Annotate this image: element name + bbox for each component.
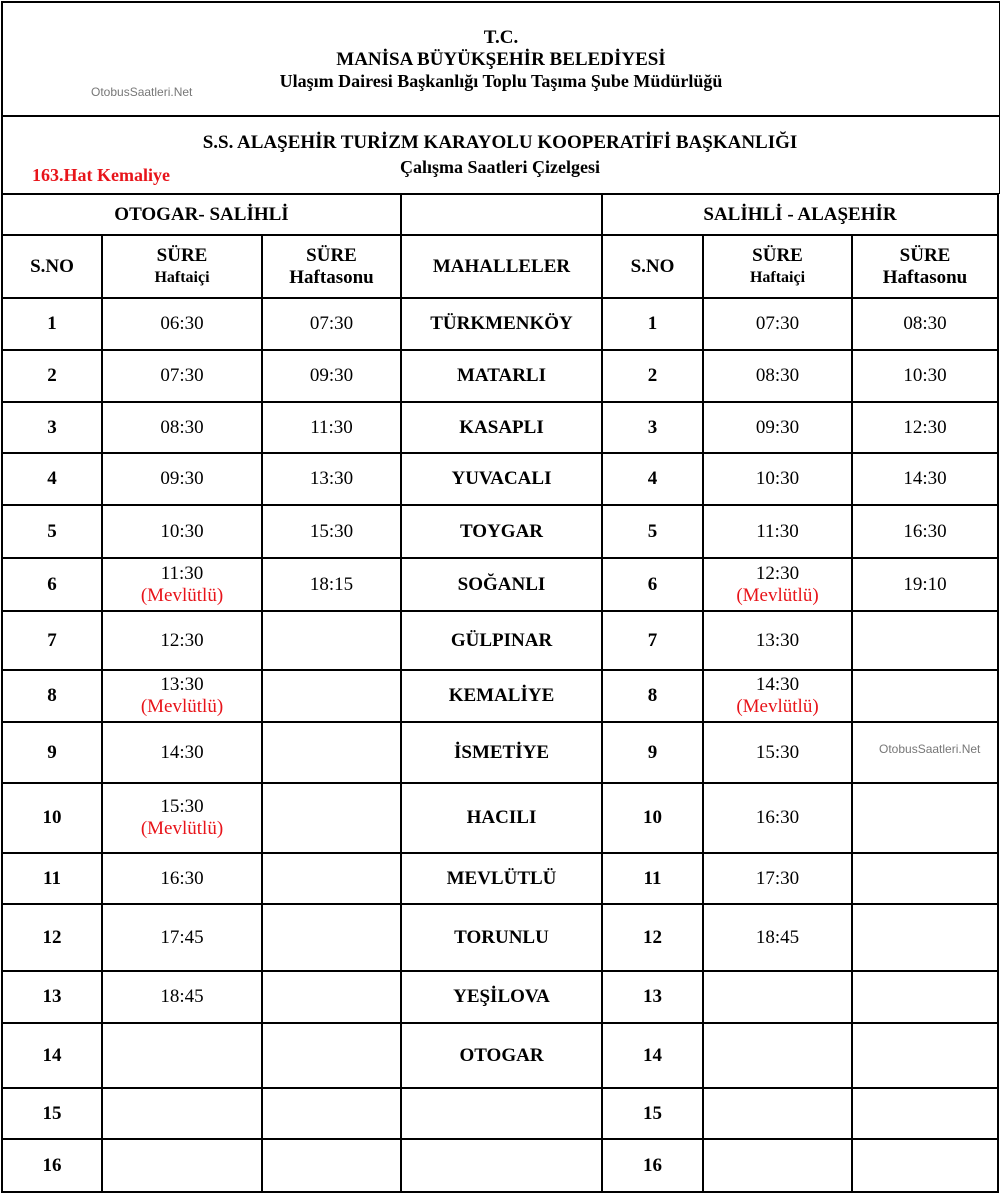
- mevlutlu-note: (Mevlütlü): [140, 696, 224, 717]
- schedule-table-body: [2, 194, 998, 1192]
- row-number-right: 8: [602, 670, 703, 722]
- weekday-time-left: [102, 453, 262, 505]
- time-value: 15:30: [309, 520, 354, 542]
- weekend-time-left: [262, 558, 401, 611]
- route-label: 163.Hat Kemaliye: [32, 165, 170, 185]
- time-value: 13:30: [309, 468, 354, 489]
- row-number-right: 16: [602, 1139, 703, 1192]
- row-number-right: 12: [602, 904, 703, 971]
- neighborhood-name: KASAPLI: [401, 402, 602, 453]
- col-mahalleler: MAHALLELER: [401, 235, 602, 298]
- weekday-time-left: [102, 904, 262, 971]
- time-value: 12:30: [755, 562, 800, 584]
- row-number-right: 4: [602, 453, 703, 505]
- time-value: 17:45: [160, 926, 204, 948]
- time-value: 11:30: [160, 562, 204, 584]
- schedule-table: [1, 193, 999, 1193]
- weekend-time-left: [262, 1088, 401, 1139]
- row-number-left: 16: [2, 1139, 102, 1192]
- row-number-right: 3: [602, 402, 703, 453]
- time-value: 17:30: [755, 867, 800, 889]
- weekend-time-left: [262, 904, 401, 971]
- time-value: 07:30: [755, 313, 800, 334]
- weekday-time-right: [703, 853, 852, 904]
- weekend-time-left: [262, 722, 401, 783]
- time-value: 10:30: [755, 468, 800, 489]
- weekend-time-right: [852, 453, 998, 505]
- weekday-time-right: [703, 971, 852, 1023]
- table-row: [2, 1023, 998, 1088]
- time-value: 18:45: [755, 926, 800, 948]
- neighborhood-name: MATARLI: [401, 350, 602, 402]
- weekday-time-right: [703, 298, 852, 350]
- row-number-right: 10: [602, 783, 703, 853]
- row-number-right: 9: [602, 722, 703, 783]
- col-sure-label: SÜRE: [752, 244, 803, 266]
- row-number-left: 2: [2, 350, 102, 402]
- row-number-right: 6: [602, 558, 703, 611]
- weekend-time-left: [262, 853, 401, 904]
- weekday-time-left: [102, 1023, 262, 1088]
- neighborhood-name: TÜRKMENKÖY: [401, 298, 602, 350]
- weekday-time-left: [102, 853, 262, 904]
- col-haftaici-label: Haftaiçi: [749, 268, 806, 286]
- table-row: [2, 453, 998, 505]
- column-header-row: [2, 235, 998, 298]
- row-number-right: 14: [602, 1023, 703, 1088]
- time-value: 18:45: [160, 986, 204, 1007]
- time-value: 06:30: [160, 313, 204, 334]
- weekend-time-right: [852, 904, 998, 971]
- weekend-time-left: [262, 505, 401, 558]
- weekend-time-right: [852, 853, 998, 904]
- neighborhood-name: YUVACALI: [401, 453, 602, 505]
- neighborhood-name: HACILI: [401, 783, 602, 853]
- weekday-time-left: [102, 1088, 262, 1139]
- neighborhood-name: [401, 1139, 602, 1192]
- row-number-right: 13: [602, 971, 703, 1023]
- weekday-time-left: [102, 402, 262, 453]
- table-row: [2, 558, 998, 611]
- weekend-time-right: [852, 1023, 998, 1088]
- weekday-time-right: [703, 1023, 852, 1088]
- row-number-left: 4: [2, 453, 102, 505]
- time-value: 11:30: [756, 520, 799, 542]
- weekday-time-right: [703, 402, 852, 453]
- row-number-left: 3: [2, 402, 102, 453]
- neighborhood-name: TOYGAR: [401, 505, 602, 558]
- weekend-time-right: [852, 350, 998, 402]
- time-value: 18:15: [309, 573, 354, 595]
- weekend-time-left: [262, 402, 401, 453]
- table-row: [2, 783, 998, 853]
- weekend-time-right: [852, 611, 998, 670]
- col-haftasonu-right: [852, 235, 998, 298]
- weekday-time-left: [102, 298, 262, 350]
- weekend-time-left: [262, 453, 401, 505]
- weekday-time-left: [102, 971, 262, 1023]
- weekend-time-left: [262, 1139, 401, 1192]
- weekday-time-left: [102, 558, 262, 611]
- time-value: 08:30: [160, 416, 204, 438]
- time-value: 15:30: [755, 741, 800, 763]
- col-sure-label: SÜRE: [156, 244, 208, 266]
- weekday-time-right: [703, 670, 852, 722]
- neighborhood-name: GÜLPINAR: [401, 611, 602, 670]
- weekend-time-left: [262, 670, 401, 722]
- time-value: 15:30: [160, 796, 204, 817]
- table-row: [2, 505, 998, 558]
- weekend-time-right: [852, 558, 998, 611]
- section-middle-blank: [401, 194, 602, 235]
- time-value: 10:30: [160, 520, 204, 542]
- mevlutlu-note: (Mevlütlü): [140, 818, 224, 839]
- weekday-time-right: [703, 558, 852, 611]
- table-row: [2, 298, 998, 350]
- time-value: 14:30: [755, 674, 800, 695]
- row-number-right: 7: [602, 611, 703, 670]
- weekday-time-right: [703, 783, 852, 853]
- col-haftaici-label: Haftaiçi: [154, 268, 210, 286]
- mevlutlu-note: (Mevlütlü): [736, 584, 819, 606]
- section-right-title: SALİHLİ - ALAŞEHİR: [602, 194, 998, 235]
- weekday-time-right: [703, 350, 852, 402]
- weekend-time-right: [852, 298, 998, 350]
- row-number-left: 15: [2, 1088, 102, 1139]
- table-row: [2, 722, 998, 783]
- header-line-2: MANİSA BÜYÜKŞEHİR BELEDİYESİ: [336, 49, 666, 70]
- col-haftaici-left: [102, 235, 262, 298]
- col-haftasonu-label: Haftasonu: [882, 266, 968, 288]
- watermark-text: OtobusSaatleri.Net: [91, 85, 193, 99]
- schedule-subtitle: Çalışma Saatleri Çizelgesi: [400, 157, 600, 177]
- row-number-right: 5: [602, 505, 703, 558]
- weekend-time-right: [852, 402, 998, 453]
- time-value: 19:10: [903, 573, 947, 595]
- time-value: 12:30: [160, 629, 204, 651]
- neighborhood-name: SOĞANLI: [401, 558, 602, 611]
- header-line-1: T.C.: [483, 27, 519, 48]
- weekend-time-right: [852, 1088, 998, 1139]
- time-value: 11:30: [310, 416, 353, 438]
- table-row: [2, 611, 998, 670]
- time-value: 14:30: [903, 468, 947, 489]
- row-number-left: 14: [2, 1023, 102, 1088]
- row-number-left: 9: [2, 722, 102, 783]
- row-number-left: 11: [2, 853, 102, 904]
- time-value: 16:30: [755, 807, 800, 828]
- time-value: 09:30: [309, 365, 354, 386]
- row-number-left: 13: [2, 971, 102, 1023]
- col-sure-label: SÜRE: [899, 244, 951, 266]
- row-number-left: 8: [2, 670, 102, 722]
- col-haftaici-right: [703, 235, 852, 298]
- row-number-right: 1: [602, 298, 703, 350]
- time-value: 09:30: [160, 468, 204, 489]
- col-sno-right: S.NO: [602, 235, 703, 298]
- row-number-left: 10: [2, 783, 102, 853]
- col-haftasonu-label: Haftasonu: [289, 266, 374, 288]
- neighborhood-name: KEMALİYE: [401, 670, 602, 722]
- table-row: [2, 971, 998, 1023]
- weekend-time-left: [262, 971, 401, 1023]
- row-number-left: 5: [2, 505, 102, 558]
- neighborhood-name: YEŞİLOVA: [401, 971, 602, 1023]
- neighborhood-name: İSMETİYE: [401, 722, 602, 783]
- time-value: 12:30: [903, 416, 947, 438]
- section-left-title: OTOGAR- SALİHLİ: [2, 194, 401, 235]
- institution-header: [1, 1, 1000, 115]
- row-number-right: 11: [602, 853, 703, 904]
- col-sure-label: SÜRE: [306, 244, 357, 266]
- neighborhood-name: OTOGAR: [401, 1023, 602, 1088]
- time-value: 16:30: [903, 520, 947, 542]
- time-value: 13:30: [160, 674, 204, 695]
- weekend-time-right: [852, 1139, 998, 1192]
- row-number-left: 12: [2, 904, 102, 971]
- row-number-left: 7: [2, 611, 102, 670]
- weekend-time-left: [262, 298, 401, 350]
- mevlutlu-note: (Mevlütlü): [140, 584, 224, 606]
- row-number-left: 1: [2, 298, 102, 350]
- col-haftasonu-left: [262, 235, 401, 298]
- neighborhood-name: TORUNLU: [401, 904, 602, 971]
- weekday-time-left: [102, 783, 262, 853]
- weekday-time-right: [703, 505, 852, 558]
- table-row: [2, 904, 998, 971]
- time-value: 08:30: [755, 365, 800, 386]
- header-line-3: Ulaşım Dairesi Başkanlığı Toplu Taşıma Şube Müdürlüğü: [279, 71, 723, 91]
- weekday-time-right: [703, 453, 852, 505]
- weekend-time-left: [262, 350, 401, 402]
- time-value: 08:30: [903, 313, 947, 334]
- weekend-time-right: [852, 505, 998, 558]
- weekday-time-right: [703, 904, 852, 971]
- table-row: [2, 853, 998, 904]
- row-number-right: 15: [602, 1088, 703, 1139]
- cooperative-title: S.S. ALAŞEHİR TURİZM KARAYOLU KOOPERATİFİ BAŞKANLIĞI: [202, 132, 798, 153]
- weekday-time-left: [102, 1139, 262, 1192]
- watermark-text-2: OtobusSaatleri.Net: [879, 742, 981, 756]
- table-row: [2, 670, 998, 722]
- weekday-time-right: [703, 1139, 852, 1192]
- table-row: [2, 350, 998, 402]
- weekday-time-right: [703, 722, 852, 783]
- time-value: 13:30: [755, 629, 800, 651]
- time-value: 10:30: [903, 365, 947, 386]
- neighborhood-name: [401, 1088, 602, 1139]
- weekday-time-left: [102, 505, 262, 558]
- weekend-time-left: [262, 1023, 401, 1088]
- weekend-time-right: [852, 971, 998, 1023]
- weekend-time-left: [262, 783, 401, 853]
- section-header-row: [2, 194, 998, 235]
- weekday-time-left: [102, 611, 262, 670]
- table-row: [2, 402, 998, 453]
- weekday-time-left: [102, 670, 262, 722]
- weekend-time-right: [852, 670, 998, 722]
- time-value: 07:30: [309, 313, 354, 334]
- mevlutlu-note: (Mevlütlü): [736, 696, 819, 717]
- table-row: [2, 1139, 998, 1192]
- time-value: 09:30: [755, 416, 800, 438]
- weekend-time-left: [262, 611, 401, 670]
- weekday-time-right: [703, 1088, 852, 1139]
- time-value: 14:30: [160, 741, 204, 763]
- neighborhood-name: MEVLÜTLÜ: [401, 853, 602, 904]
- row-number-right: 2: [602, 350, 703, 402]
- time-value: 07:30: [160, 365, 204, 386]
- weekday-time-left: [102, 722, 262, 783]
- weekend-time-right: [852, 783, 998, 853]
- weekday-time-left: [102, 350, 262, 402]
- time-value: 16:30: [160, 867, 204, 889]
- weekday-time-right: [703, 611, 852, 670]
- row-number-left: 6: [2, 558, 102, 611]
- col-sno-left: S.NO: [2, 235, 102, 298]
- table-row: [2, 1088, 998, 1139]
